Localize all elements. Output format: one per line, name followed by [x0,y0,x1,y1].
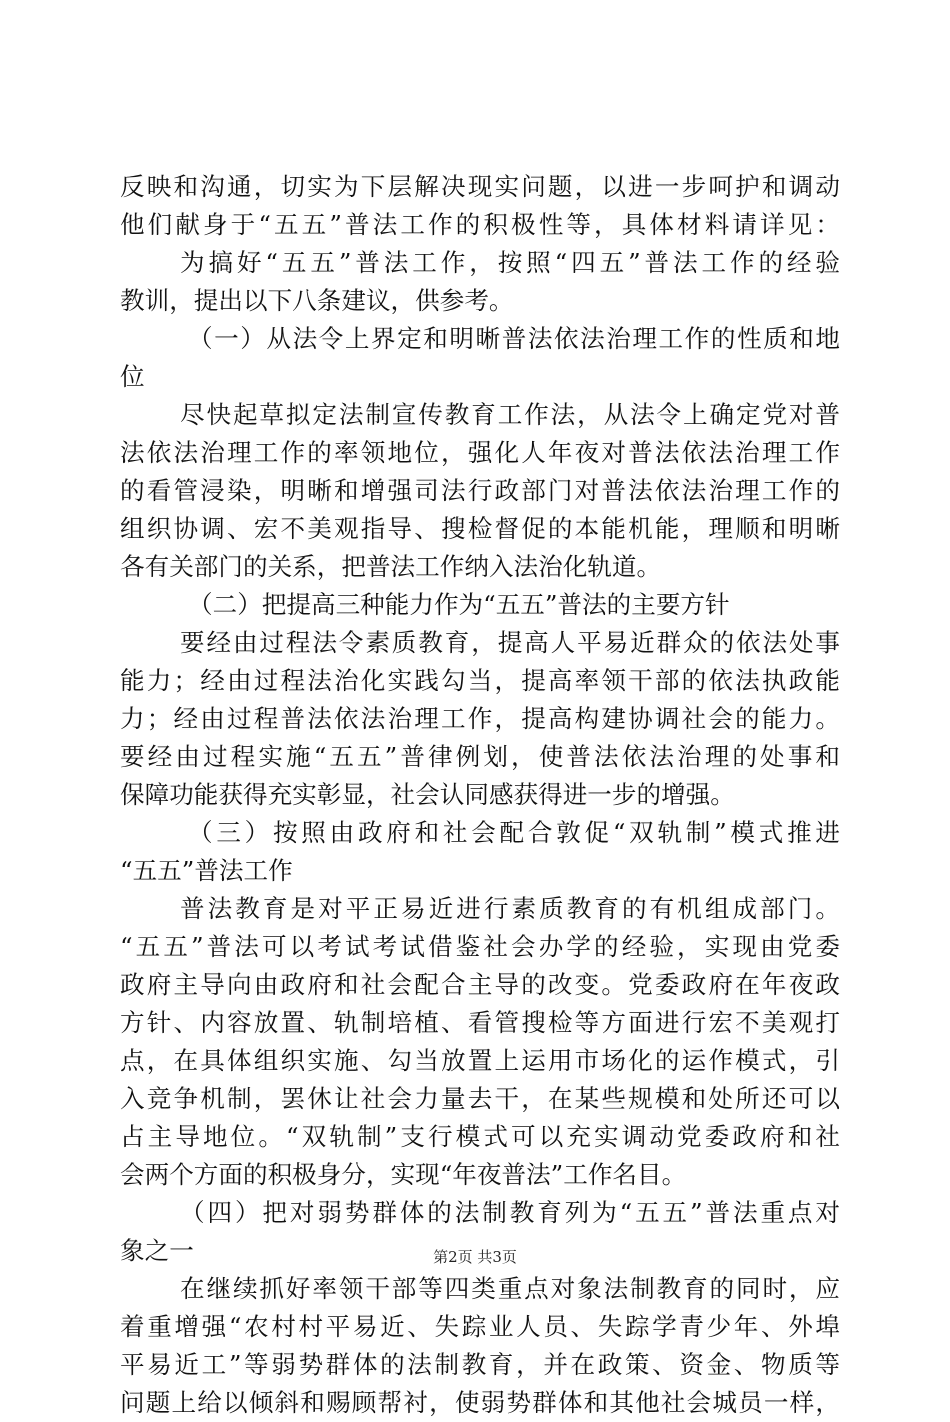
text-line: 各有关部门的关系，把普法工作纳入法治化轨道。 [120,552,662,581]
section-heading-3: （三）按照由政府和社会配合敦促“双轨制”模式推进 [188,818,840,847]
text-line: 他们献身于“五五”普法工作的积极性等，具体材料请详见： [120,210,840,239]
text-line: 在继续抓好率领干部等四类重点对象法制教育的同时，应 [180,1274,840,1303]
text-line: 要经由过程实施“五五”普律例划，使普法依法治理的处事和 [120,742,840,771]
text-line: 方针、内容放置、轨制培植、看管搜检等方面进行宏不美观打 [120,1008,840,1037]
text-line: 力；经由过程普法依法治理工作，提高构建协调社会的能力。 [120,704,840,733]
text-line: 组织协调、宏不美观指导、搜检督促的本能机能，理顺和明晰 [120,514,840,543]
section-heading-3-cont: “五五”普法工作 [120,856,293,885]
text-line: 普法教育是对平正易近进行素质教育的有机组成部门。 [180,894,840,923]
text-line: 着重增强“农村村平易近、失踪业人员、失踪学青少年、外埠 [120,1312,840,1341]
section-heading-1-cont: 位 [120,362,145,391]
text-line: 反映和沟通，切实为下层解决现实问题，以进一步呵护和调动 [120,172,840,201]
text-line: 保障功能获得充实彰显，社会认同感获得进一步的增强。 [120,780,735,809]
section-heading-4-cont: 象之一 [120,1236,194,1265]
text-line: 问题上给以倾斜和赐顾帮衬，使弱势群体和其他社会城员一样， [120,1388,840,1417]
text-line: 的看管浸染，明晰和增强司法行政部门对普法依法治理工作的 [120,476,840,505]
document-body [120,168,840,1422]
text-line: 政府主导向由政府和社会配合主导的改变。党委政府在年夜政 [120,970,840,999]
text-line: 教训，提出以下八条建议，供参考。 [120,286,514,315]
text-line: 要经由过程法令素质教育，提高人平易近群众的依法处事 [180,628,840,657]
text-line: 会两个方面的积极身分，实现“年夜普法”工作名目。 [120,1160,687,1189]
text-line: 法依法治理工作的率领地位，强化人年夜对普法依法治理工作 [120,438,840,467]
section-heading-4: （四）把对弱势群体的法制教育列为“五五”普法重点对 [180,1198,840,1227]
text-line: 点，在具体组织实施、勾当放置上运用市场化的运作模式，引 [120,1046,840,1075]
text-line: 入竞争机制，罢休让社会力量去干，在某些规模和处所还可以 [120,1084,840,1113]
text-line: “五五”普法可以考试考试借鉴社会办学的经验，实现由党委 [120,932,840,961]
text-line: 占主导地位。“双轨制”支行模式可以充实调动党委政府和社 [120,1122,840,1151]
page-number: 第2页 共3页 [433,1248,517,1266]
text-line: 平易近工”等弱势群体的法制教育，并在政策、资金、物质等 [120,1350,840,1379]
text-line: 能力；经由过程法治化实践勾当，提高率领干部的依法执政能 [120,666,840,695]
section-heading-2: （二）把提高三种能力作为“五五”普法的主要方针 [188,590,730,619]
section-heading-1: （一）从法令上界定和明晰普法依法治理工作的性质和地 [188,324,840,353]
text-line: 尽快起草拟定法制宣传教育工作法，从法令上确定党对普 [180,400,840,429]
text-line: 为搞好“五五”普法工作，按照“四五”普法工作的经验 [180,248,840,277]
